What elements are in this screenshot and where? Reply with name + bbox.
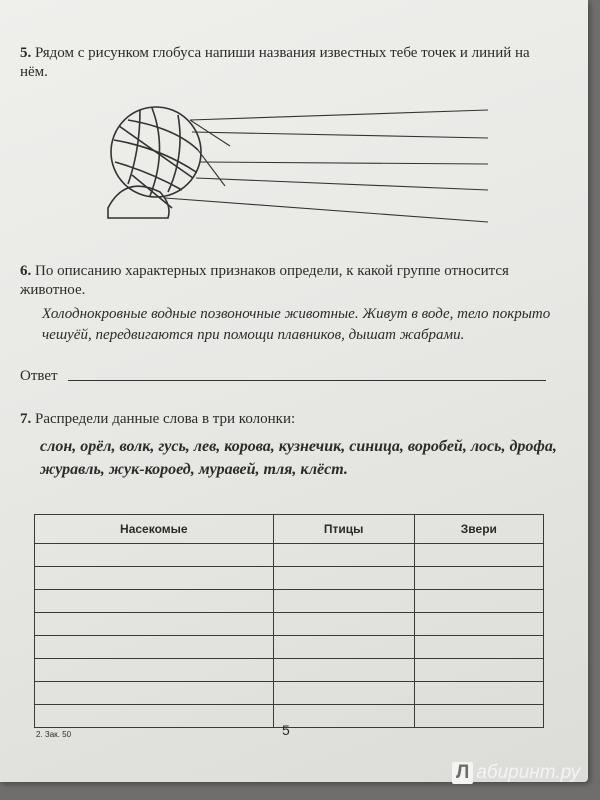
task-7-text: Распредели данные слова в три колонки: — [35, 411, 296, 427]
column-birds: Птицы — [273, 515, 414, 544]
page-number: 5 — [282, 722, 290, 738]
table-cell[interactable] — [273, 636, 414, 659]
table-header-row — [35, 515, 544, 544]
table-cell[interactable] — [273, 544, 414, 567]
table-cell[interactable] — [273, 682, 414, 705]
table-cell[interactable] — [35, 544, 274, 567]
sorting-table — [34, 514, 544, 728]
column-insects: Насекомые — [35, 515, 274, 544]
table-cell[interactable] — [273, 567, 414, 590]
watermark-text: абиринт.ру — [476, 762, 581, 783]
task-6 — [20, 262, 560, 300]
table-cell[interactable] — [273, 590, 414, 613]
globe-stand — [108, 186, 169, 218]
table-cell[interactable] — [35, 682, 274, 705]
table-cell[interactable] — [414, 636, 543, 659]
task-7 — [20, 410, 295, 429]
table-row — [35, 682, 544, 705]
task-5-text: Рядом с рисунком глобуса напиши названия известных тебе точек и линий на нём. — [20, 45, 530, 80]
table-cell[interactable] — [273, 613, 414, 636]
table-row — [35, 590, 544, 613]
word-list: слон, орёл, волк, гусь, лев, корова, кузнечик, синица, воробей, лось, дрофа, журавль, жук-короед, муравей, тля, клёст. — [40, 438, 557, 478]
answer-line[interactable] — [68, 380, 546, 381]
watermark — [452, 762, 580, 784]
globe-meridian-2 — [168, 115, 180, 192]
table-cell[interactable] — [35, 567, 274, 590]
table-cell[interactable] — [414, 682, 543, 705]
table-row — [35, 659, 544, 682]
table-cell[interactable] — [273, 659, 414, 682]
table-cell[interactable] — [414, 613, 543, 636]
answer-label: Ответ — [20, 368, 58, 384]
table-cell[interactable] — [35, 659, 274, 682]
table-cell[interactable] — [35, 636, 274, 659]
table-cell[interactable] — [414, 659, 543, 682]
table-cell[interactable] — [414, 590, 543, 613]
animal-description: Холоднокровные водные позвоночные животные. Живут в воде, тело покрыто чешуёй, передвигаются при помощи плавников, дышат жабрами. — [42, 306, 551, 343]
table-row — [35, 613, 544, 636]
table-cell[interactable] — [414, 705, 543, 728]
globe-parallel-3 — [115, 162, 182, 190]
globe-stand-arm — [132, 175, 172, 208]
table-row — [35, 636, 544, 659]
table-row — [35, 544, 544, 567]
task-6-number: 6. — [20, 263, 32, 279]
globe-illustration — [0, 0, 588, 260]
table-cell[interactable] — [35, 705, 274, 728]
watermark-logo-icon: Л — [452, 762, 473, 784]
task-7-number: 7. — [20, 411, 32, 427]
print-mark: 2. Зак. 50 — [36, 730, 72, 739]
table-cell[interactable] — [273, 705, 414, 728]
table-row — [35, 567, 544, 590]
globe-parallel-2 — [114, 140, 196, 172]
pointer-lines — [165, 110, 488, 222]
table-cell[interactable] — [35, 590, 274, 613]
table-cell[interactable] — [414, 567, 543, 590]
table-cell[interactable] — [414, 544, 543, 567]
task-6-text: По описанию характерных признаков определи, к какой группе относится животное. — [20, 263, 509, 298]
column-beasts: Звери — [414, 515, 543, 544]
table-cell[interactable] — [35, 613, 274, 636]
task-5-number: 5. — [20, 45, 32, 61]
